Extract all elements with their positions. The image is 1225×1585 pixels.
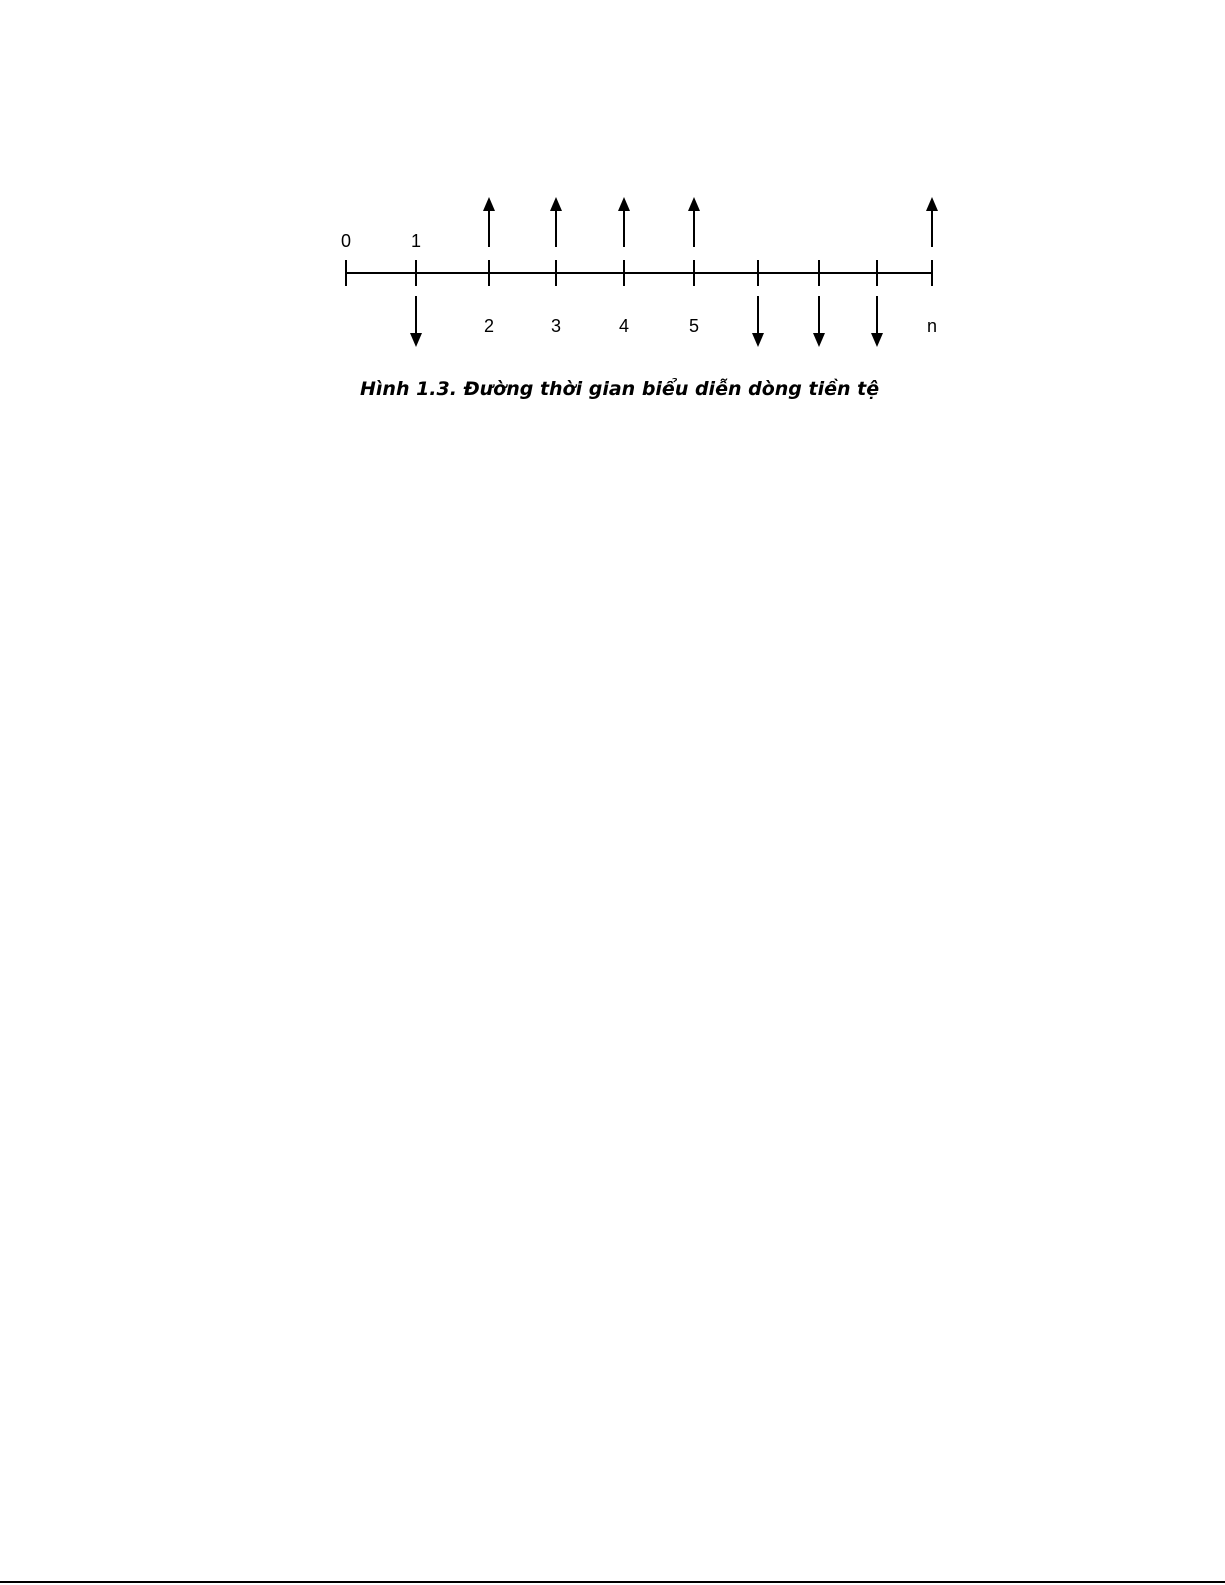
inflow-arrow-icon-3	[550, 197, 562, 211]
time-label-3: 3	[550, 316, 562, 336]
inflow-arrow-icon-2	[483, 197, 495, 211]
figure-caption: Hình 1.3. Đường thời gian biểu diễn dòng tiền tệ	[360, 378, 880, 400]
page-bottom-rule	[0, 1581, 1225, 1583]
inflow-arrow-icon-9	[926, 197, 938, 211]
time-label-5: 5	[688, 316, 700, 336]
outflow-arrow-icon-6	[752, 333, 764, 347]
cash-flow-timeline	[0, 0, 1225, 370]
inflow-arrow-icon-4	[618, 197, 630, 211]
inflow-arrow-icon-5	[688, 197, 700, 211]
outflow-arrow-icon-8	[871, 333, 883, 347]
outflow-arrow-icon-7	[813, 333, 825, 347]
outflow-arrow-icon-1	[410, 333, 422, 347]
time-label-1: 1	[410, 231, 422, 251]
time-label-2: 2	[483, 316, 495, 336]
time-label-0: 0	[340, 231, 352, 251]
time-label-4: 4	[618, 316, 630, 336]
time-label-9: n	[926, 316, 938, 336]
